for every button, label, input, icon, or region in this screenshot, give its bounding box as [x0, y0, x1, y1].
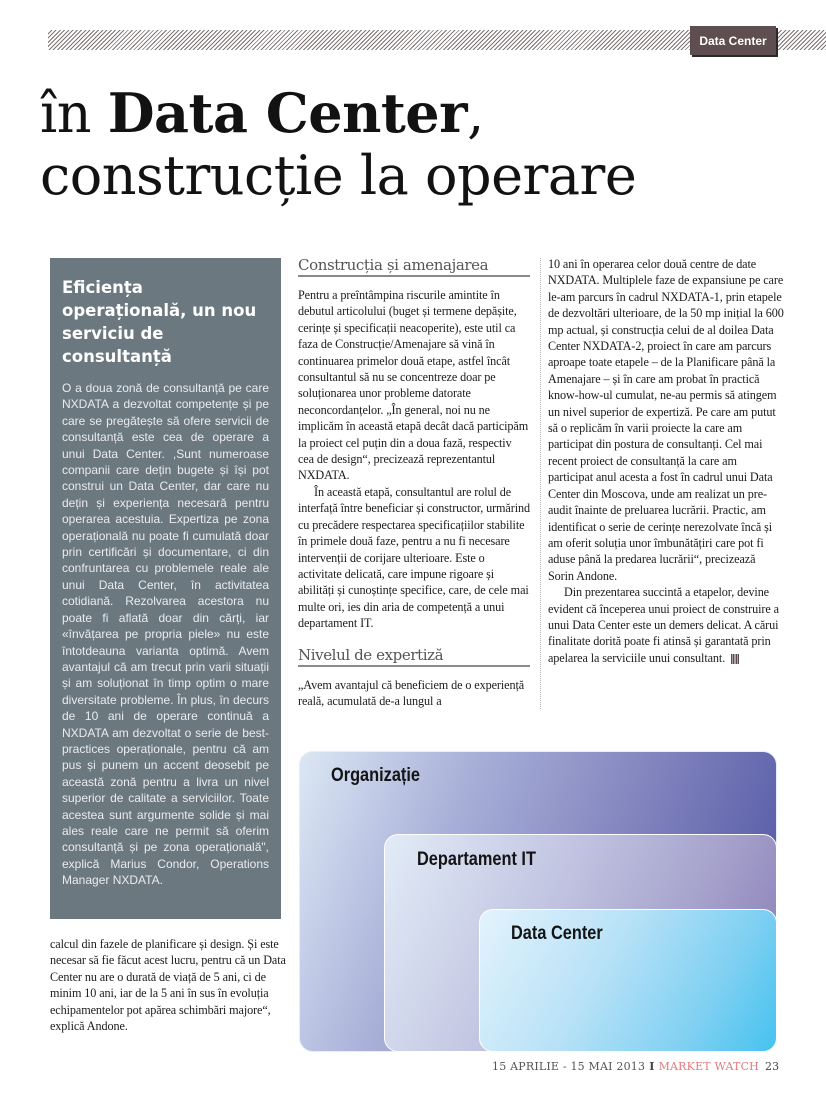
sidebar-title-bold: Eficiența operațională, — [62, 278, 187, 320]
headline-suffix: , — [467, 82, 484, 145]
sidebar-box — [50, 258, 281, 919]
page-footer — [492, 1060, 812, 1073]
sidebar-title — [62, 276, 269, 368]
sidebar-title-rest: un nou serviciu de consultanță — [62, 301, 257, 366]
middle-paragraph-2: În această etapă, consultantul are rolul de interfață între beneficiar și constructor, urmărind cu precădere respectarea specificațiilor stabilite în primele două faze, pentru a nu fi necesare intervenții de corijare ulterioare. Este o activitate delicată, care impune rigoare și abilități și cunoștințe specifice, care, de cele mai multe ori, ies din aria de competență a unui departament IT. — [298, 484, 530, 631]
sidebar-body: O a doua zonă de consultanță pe care NXDATA a dezvoltat competențe și pe care se pregătește să ofere servicii de consultanță este cea de operare a unui Data Center. ,Sunt numeroase companii care dețin bugete și își pot construi un Data Center, dar care nu dețin și experiența necesară pentru operarea acestuia. Expertiza pe zona operațională nu poate fi cumulată doar prin certificări și documentare, ci din confruntarea cu problemele reale ale unui Data Center, în activitatea cotidiană. Rezolvarea acestora nu poate fi aflată doar din cărți, iar «învățarea pe propria piele» nu este întotdeauna varianta optimă. Avem avantajul că am trecut prin varii situații și am soluționat în timp optim o mare diversitate probleme. În plus, în decurs de 10 ani de operare continuă a NXDATA am dezvoltat o serie de best-practices operaționale, pentru că am pus și punem un accent deosebit pe această zonă pentru a livra un nivel superior de calitate a serviciilor. Toate acestea sunt argumente solide și mai ales reale care ne permit să oferim consultanță și pe zona operațională", explică Marius Condor, Operations Manager NXDATA. — [62, 381, 269, 888]
right-paragraph-2-text: Din prezentarea succintă a etapelor, devine evident că începerea unui proiect de construire a unui Data Center este un demers delicat. A cărui finalitate dorită poate fi atinsă și garantată prin apelarea la serviciile unui consultant. — [548, 585, 779, 665]
subhead-constructia: Construcția și amenajarea — [298, 256, 530, 277]
middle-paragraph-3: „Avem avantajul că beneficiem de o experiență reală, acumulată de-a lungul a — [298, 677, 525, 708]
right-paragraph-1: 10 ani în operarea celor două centre de date NXDATA. Multiplele faze de expansiune pe care le-am parcurs în cadrul NXDATA-1, prin etapele de dezvoltări ulterioare, de la 50 mp inițial la 600 mp actual, și construcția celui de al doilea Data Center NXDATA-2, proiect în care am parcurs aproape toate etapele – de la Planificare până la Amenajare – și în care am probat în practică know-how-ul cumulat, ne-au permis să atingem un nivel superior de expertiză. Pe care am putut să o replicăm în varii proiecte la care am participat din postura de consultanți. Cel mai recent proiect de consultanță la care am participat anul acesta a fost în cadrul unui Data Center din Moscova, unde am realizat un pre-audit înainte de preluarea lucrării. Practic, am identificat o serie de cerințe nerezolvate încă și am oferit soluția unor îmbunătățiri care pot fi aduse până la predarea lucrării“, precizează Sorin Andone. — [548, 257, 784, 583]
headline-prefix: în — [40, 82, 108, 145]
footer-issue-dates: 15 APRILIE - 15 MAI 2013 — [492, 1060, 646, 1073]
diagram-label-organizatie: Organizație — [331, 765, 420, 786]
diagram-label-data-center: Data Center — [511, 923, 603, 944]
footer-page-number: 23 — [764, 1060, 780, 1073]
diagram-label-departament-it: Departament IT — [417, 849, 536, 870]
right-column — [548, 256, 784, 666]
middle-paragraph-1: Pentru a preîntâmpina riscurile amintite în debutul articolului (buget și termene depășite, cerințe și specificații neacoperite), este util ca faza de Construcție/Amenajare să vină în continuarea primelor două etape, astfel încât consultantul să nu se concentreze doar pe soluționarea unor probleme datorate neconcordanțelor. „În general, noi nu ne implicăm în această etapă decât dacă participăm la proiect cel puțin din a doua fază, respectiv cea de design“, precizează reprezentantul NXDATA. — [298, 288, 529, 483]
nested-scope-diagram — [299, 751, 777, 1052]
headline-line2: construcție la operare — [40, 144, 637, 207]
article-end-mark-icon — [731, 654, 740, 664]
column-divider — [540, 258, 541, 709]
left-column-continuation: calcul din fazele de planificare și design. Și este necesar să fie făcut acest lucru, pentru că un Data Center nu are o durată de viață de 5 ani, ci de minim 10 ani, iar de la 5 ani în sus în evoluția echipamentelor pot apărea schimbări majore“, explică Andone. — [50, 937, 286, 1034]
headline-bold: Data Center — [107, 81, 468, 145]
subhead-nivelul: Nivelul de expertiză — [298, 646, 530, 667]
footer-separator: I — [649, 1060, 655, 1073]
right-paragraph-2 — [548, 584, 784, 666]
section-tag: Data Center — [690, 26, 776, 55]
middle-column — [298, 256, 530, 709]
footer-publication: MARKET WATCH — [658, 1060, 759, 1073]
page-headline — [40, 82, 800, 207]
